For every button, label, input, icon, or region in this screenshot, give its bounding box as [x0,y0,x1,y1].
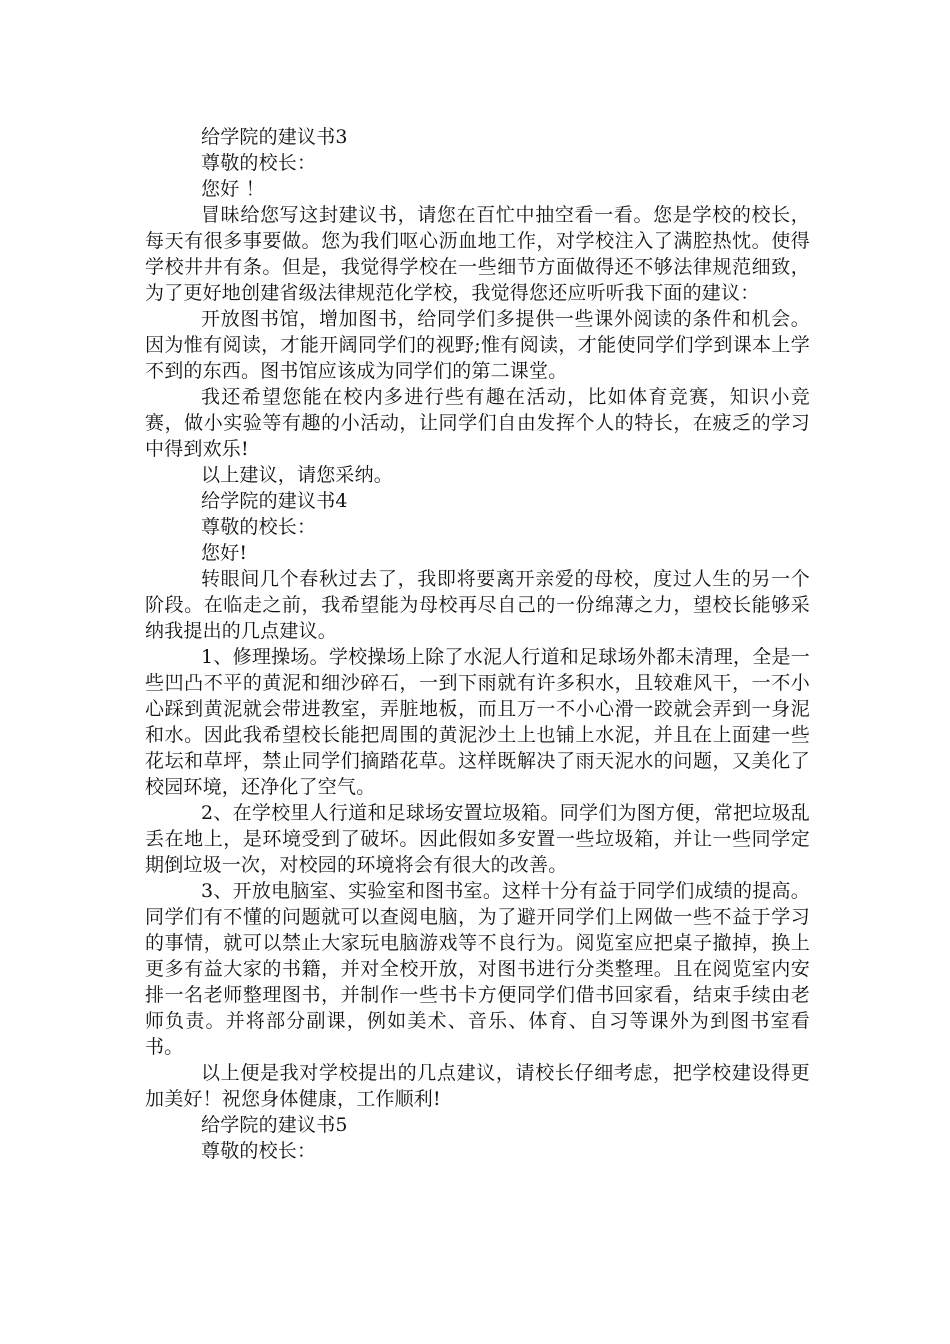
body-paragraph: 2、在学校里人行道和足球场安置垃圾箱。同学们为图方便，常把垃圾乱丢在地上，是环境受到了破坏。因此假如多安置一些垃圾箱，并让一些同学定期倒垃圾一次，对校园的环境将会有很大的改善。 [145,802,810,876]
body-paragraph: 以上便是我对学校提出的几点建议，请校长仔细考虑，把学校建设得更加美好！祝您身体健康，工作顺利! [145,1062,810,1110]
document-body [145,124,810,1164]
salutation: 尊敬的校长： [201,1140,317,1162]
body-paragraph: 开放图书馆，增加图书，给同学们多提供一些课外阅读的条件和机会。因为惟有阅读，才能开阔同学们的视野;惟有阅读，才能使同学们学到课本上学不到的东西。图书馆应该成为同学们的第二课堂。 [145,308,810,382]
salutation: 尊敬的校长： [201,516,317,538]
closing-line: 以上建议，请您采纳。 [201,464,394,486]
body-paragraph: 我还希望您能在校内多进行些有趣在活动，比如体育竞赛，知识小竞赛，做小实验等有趣的小活动，让同学们自由发挥个人的特长，在疲乏的学习中得到欢乐! [145,386,810,460]
section-title: 给学院的建议书3 [201,126,348,148]
body-paragraph: 冒昧给您写这封建议书，请您在百忙中抽空看一看。您是学校的校长，每天有很多事要做。您为我们呕心沥血地工作，对学校注入了满腔热忱。使得学校井井有条。但是，我觉得学校在一些细节方面做得还不够法律规范细致，为了更好地创建省级法律规范化学校，我觉得您还应听听我下面的建议： [145,204,810,304]
section-title: 给学院的建议书4 [201,490,348,512]
body-paragraph: 1、修理操场。学校操场上除了水泥人行道和足球场外都未清理，全是一些凹凸不平的黄泥和细沙碎石，一到下雨就有许多积水，且较难风干，一不小心踩到黄泥就会带进教室，弄脏地板，而且万一不小心滑一跤就会弄到一身泥和水。因此我希望校长能把周围的黄泥沙土上也铺上水泥，并且在上面建一些花坛和草坪，禁止同学们摘踏花草。这样既解决了雨天泥水的问题，又美化了校园环境，还净化了空气。 [145,646,810,798]
body-paragraph: 3、开放电脑室、实验室和图书室。这样十分有益于同学们成绩的提高。同学们有不懂的问题就可以查阅电脑，为了避开同学们上网做一些不益于学习的事情，就可以禁止大家玩电脑游戏等不良行为。阅览室应把桌子撤掉，换上更多有益大家的书籍，并对全校开放，对图书进行分类整理。且在阅览室内安排一名老师整理图书，并制作一些书卡方便同学们借书回家看，结束手续由老师负责。并将部分副课，例如美术、音乐、体育、自习等课外为到图书室看书。 [145,880,810,1058]
greeting: 您好! [201,542,248,564]
greeting: 您好 ！ [201,178,265,200]
section-title: 给学院的建议书5 [201,1114,348,1136]
salutation: 尊敬的校长： [201,152,317,174]
body-paragraph: 转眼间几个春秋过去了，我即将要离开亲爱的母校，度过人生的另一个阶段。在临走之前，我希望能为母校再尽自己的一份绵薄之力，望校长能够采纳我提出的几点建议。 [145,568,810,642]
